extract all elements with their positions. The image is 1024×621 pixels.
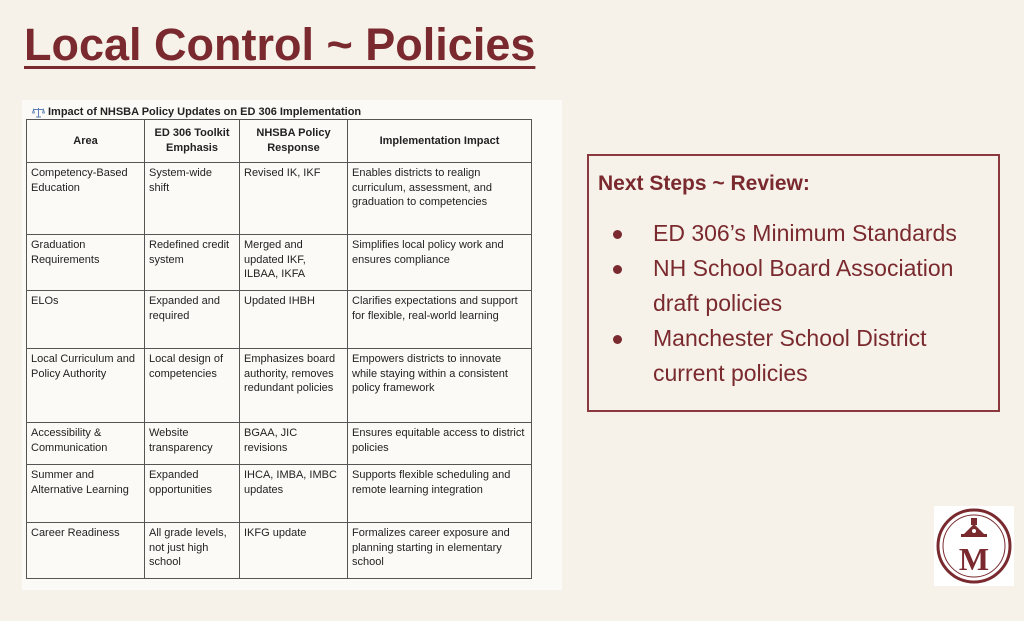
table-cell: BGAA, JIC revisions bbox=[240, 423, 348, 465]
table-cell: Updated IHBH bbox=[240, 291, 348, 349]
header-toolkit-emphasis: ED 306 Toolkit Emphasis bbox=[145, 120, 240, 163]
table-cell: Revised IK, IKF bbox=[240, 163, 348, 235]
table-cell: ELOs bbox=[27, 291, 145, 349]
table-cell: Formalizes career exposure and planning starting in elementary school bbox=[348, 523, 532, 579]
table-cell: Summer and Alternative Learning bbox=[27, 465, 145, 523]
table-cell: Graduation Requirements bbox=[27, 235, 145, 291]
table-cell: Expanded and required bbox=[145, 291, 240, 349]
table-cell: Ensures equitable access to district policies bbox=[348, 423, 532, 465]
table-row bbox=[27, 291, 532, 349]
table-header-row bbox=[27, 120, 532, 163]
table-cell: Competency-Based Education bbox=[27, 163, 145, 235]
header-area: Area bbox=[27, 120, 145, 163]
list-item-text: NH School Board Association draft policies bbox=[653, 255, 954, 316]
table-cell: Merged and updated IKF, ILBAA, IKFA bbox=[240, 235, 348, 291]
table-row bbox=[27, 465, 532, 523]
table-row bbox=[27, 523, 532, 579]
table-cell: Website transparency bbox=[145, 423, 240, 465]
table-cell: Local design of competencies bbox=[145, 349, 240, 423]
table-caption-text: Impact of NHSBA Policy Updates on ED 306 Implementation bbox=[48, 106, 362, 118]
school-district-seal-icon bbox=[934, 506, 1014, 586]
scale-icon bbox=[32, 107, 45, 118]
list-item bbox=[611, 251, 991, 321]
table-caption bbox=[32, 106, 361, 118]
slide-title: Local Control ~ Policies bbox=[24, 19, 536, 70]
table-cell: IHCA, IMBA, IMBC updates bbox=[240, 465, 348, 523]
next-steps-box bbox=[587, 154, 1000, 412]
bullet-icon bbox=[613, 265, 622, 274]
table-row bbox=[27, 349, 532, 423]
table-cell: Career Readiness bbox=[27, 523, 145, 579]
next-steps-title: Next Steps ~ Review: bbox=[598, 172, 810, 195]
list-item-text: Manchester School District current policies bbox=[653, 325, 927, 386]
table-cell: All grade levels, not just high school bbox=[145, 523, 240, 579]
table-cell: Expanded opportunities bbox=[145, 465, 240, 523]
table-cell: Accessibility & Communication bbox=[27, 423, 145, 465]
table-cell: Local Curriculum and Policy Authority bbox=[27, 349, 145, 423]
header-policy-response: NHSBA Policy Response bbox=[240, 120, 348, 163]
header-implementation-impact: Implementation Impact bbox=[348, 120, 532, 163]
table-cell: Clarifies expectations and support for flexible, real-world learning bbox=[348, 291, 532, 349]
table-cell: Empowers districts to innovate while staying within a consistent policy framework bbox=[348, 349, 532, 423]
impact-table bbox=[26, 119, 532, 579]
table-row bbox=[27, 163, 532, 235]
next-steps-list bbox=[611, 216, 991, 391]
table-cell: Supports flexible scheduling and remote learning integration bbox=[348, 465, 532, 523]
table-cell: Emphasizes board authority, removes redundant policies bbox=[240, 349, 348, 423]
table-cell: IKFG update bbox=[240, 523, 348, 579]
table-cell: Enables districts to realign curriculum, assessment, and graduation to competencies bbox=[348, 163, 532, 235]
list-item-text: ED 306’s Minimum Standards bbox=[653, 220, 957, 246]
table-cell: Simplifies local policy work and ensures compliance bbox=[348, 235, 532, 291]
table-cell: System-wide shift bbox=[145, 163, 240, 235]
table-cell: Redefined credit system bbox=[145, 235, 240, 291]
list-item bbox=[611, 321, 991, 391]
table-row bbox=[27, 423, 532, 465]
bullet-icon bbox=[613, 335, 622, 344]
table-row bbox=[27, 235, 532, 291]
policy-table-panel bbox=[22, 100, 562, 590]
list-item bbox=[611, 216, 991, 251]
logo-letter: M bbox=[958, 541, 990, 577]
bullet-icon bbox=[613, 230, 622, 239]
